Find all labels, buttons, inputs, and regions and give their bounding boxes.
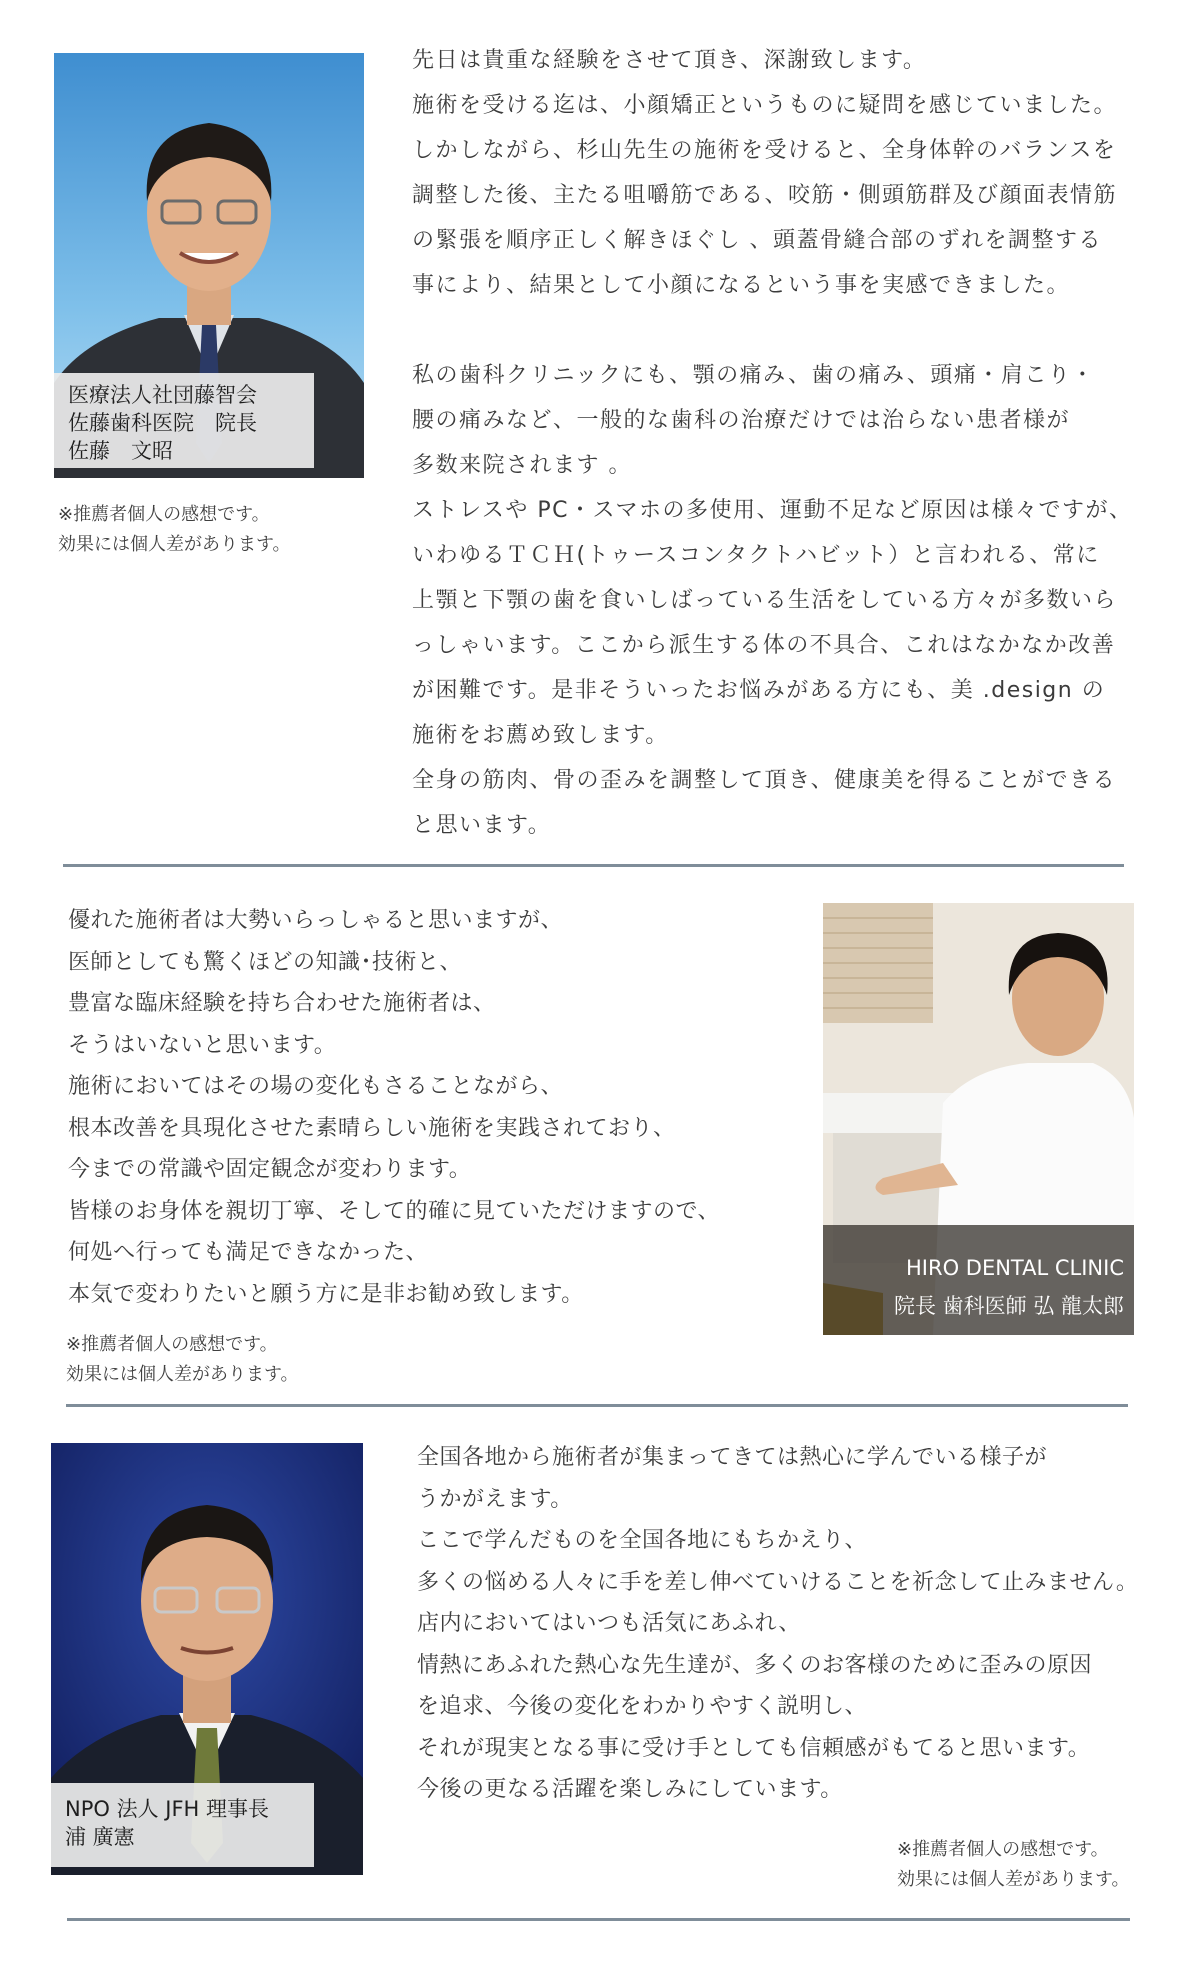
disclaimer-line: 効果には個人差があります。: [58, 534, 291, 555]
text-line: しかしながら、杉山先生の施術を受けると、全身体幹のバランスを: [412, 138, 1117, 163]
text-line: が困難です。是非そういったお悩みがある方にも、美 .design の: [412, 678, 1106, 703]
testimonial-text-ura: [417, 1437, 1138, 1811]
caption-line: 浦 廣憲: [65, 1825, 135, 1849]
caption-line: 佐藤 文昭: [68, 439, 173, 463]
text-line: 私の歯科クリニックにも、顎の痛み、歯の痛み、頭痛・肩こり・: [412, 363, 1095, 388]
disclaimer-note: [58, 500, 291, 560]
caption-line: 院長 歯科医師 弘 龍太郎: [893, 1294, 1124, 1318]
caption-line: NPO 法人 JFH 理事長: [65, 1797, 269, 1821]
caption-line: 佐藤歯科医院 院長: [68, 411, 257, 435]
disclaimer-line: ※推薦者個人の感想です。: [897, 1839, 1109, 1860]
text-line: いわゆるＴＣＨ(トゥースコンタクトハビット）と言われる、常に: [412, 543, 1100, 568]
recommender-caption: [51, 1783, 314, 1867]
disclaimer-line: 効果には個人差があります。: [897, 1869, 1130, 1890]
text-line: 情熱にあふれた熱心な先生達が、多くのお客様のために歪みの原因: [417, 1652, 1093, 1678]
text-line: それが現実となる事に受け手としても信頼感がもてると思います。: [417, 1735, 1091, 1761]
caption-line: 医療法人社団藤智会: [68, 383, 257, 407]
text-line: そうはいないと思います。: [68, 1032, 337, 1058]
recommender-caption: [823, 1225, 1134, 1335]
text-line: 豊富な臨床経験を持ち合わせた施術者は、: [68, 991, 496, 1016]
section-divider: [63, 864, 1124, 867]
text-line: 施術をお薦め致します。: [412, 723, 669, 748]
text-line: 上顎と下顎の歯を食いしばっている生活をしている方々が多数いら: [412, 588, 1118, 613]
section-divider: [66, 1404, 1128, 1407]
text-line: 何処へ行っても満足できなかった、: [68, 1240, 429, 1265]
text-line: 多くの悩める人々に手を差し伸べていけることを祈念して止みません。: [417, 1569, 1139, 1595]
paragraph-gap: [412, 308, 1133, 353]
text-line: 今までの常識や固定観念が変わります。: [68, 1157, 472, 1182]
text-line: 優れた施術者は大勢いらっしゃると思いますが、: [68, 908, 564, 933]
recommender-photo-hiro: [823, 903, 1134, 1335]
disclaimer-note: [897, 1835, 1130, 1895]
testimonial-text-hiro: [68, 900, 720, 1315]
text-line: ストレスや PC・スマホの多使用、運動不足など原因は様々ですが、: [412, 498, 1133, 523]
disclaimer-line: ※推薦者個人の感想です。: [58, 504, 270, 525]
text-line: を追求、今後の変化をわかりやすく説明し、: [417, 1694, 868, 1719]
disclaimer-note: [66, 1330, 299, 1390]
text-line: 全身の筋肉、骨の歪みを調整して頂き、健康美を得ることができる: [412, 768, 1117, 793]
text-line: 医師としても驚くほどの知識･技術と、: [68, 949, 463, 975]
text-line: 腰の痛みなど、一般的な歯科の治療だけでは治らない患者様が: [412, 408, 1071, 433]
text-line: 施術においてはその場の変化もさることながら、: [68, 1074, 564, 1099]
text-line: 事により、結果として小顔になるという事を実感できました。: [412, 273, 1071, 298]
text-line: 皆様のお身体を親切丁寧、そして的確に見ていただけますので、: [68, 1198, 721, 1224]
text-line: 店内においてはいつも活気にあふれ、: [417, 1611, 801, 1636]
text-line: 施術を受ける迄は、小顔矯正というものに疑問を感じていました。: [412, 93, 1118, 118]
text-line: 調整した後、主たる咀嚼筋である、咬筋・側頭筋群及び顔面表情筋: [412, 183, 1118, 208]
recommender-caption: [54, 373, 314, 468]
text-line: 今後の更なる活躍を楽しみにしています。: [417, 1777, 843, 1802]
text-line: 先日は貴重な経験をさせて頂き、深謝致します。: [412, 48, 927, 73]
caption-line: HIRO DENTAL CLINIC: [906, 1256, 1124, 1280]
text-line: 全国各地から施術者が集まってきては熱心に学んでいる様子が: [417, 1445, 1048, 1470]
text-line: 多数来院されます 。: [412, 453, 632, 478]
text-line: ここで学んだものを全国各地にもちかえり、: [417, 1528, 868, 1553]
recommender-photo-ura: [51, 1443, 363, 1875]
recommender-photo-sato: [54, 53, 364, 478]
text-line: と思います。: [412, 813, 552, 838]
text-line: 根本改善を具現化させた素晴らしい施術を実践されており、: [68, 1115, 676, 1141]
text-line: うかがえます。: [417, 1486, 573, 1512]
testimonial-text-sato: [412, 38, 1133, 848]
disclaimer-line: 効果には個人差があります。: [66, 1364, 299, 1385]
text-line: 本気で変わりたいと願う方に是非お勧め致します。: [68, 1281, 584, 1307]
text-line: の緊張を順序正しく解きほぐし 、頭蓋骨縫合部のずれを調整する: [412, 228, 1102, 253]
text-line: っしゃいます。ここから派生する体の不具合、これはなかなか改善: [412, 633, 1116, 658]
disclaimer-line: ※推薦者個人の感想です。: [66, 1334, 278, 1355]
section-divider: [67, 1918, 1130, 1921]
